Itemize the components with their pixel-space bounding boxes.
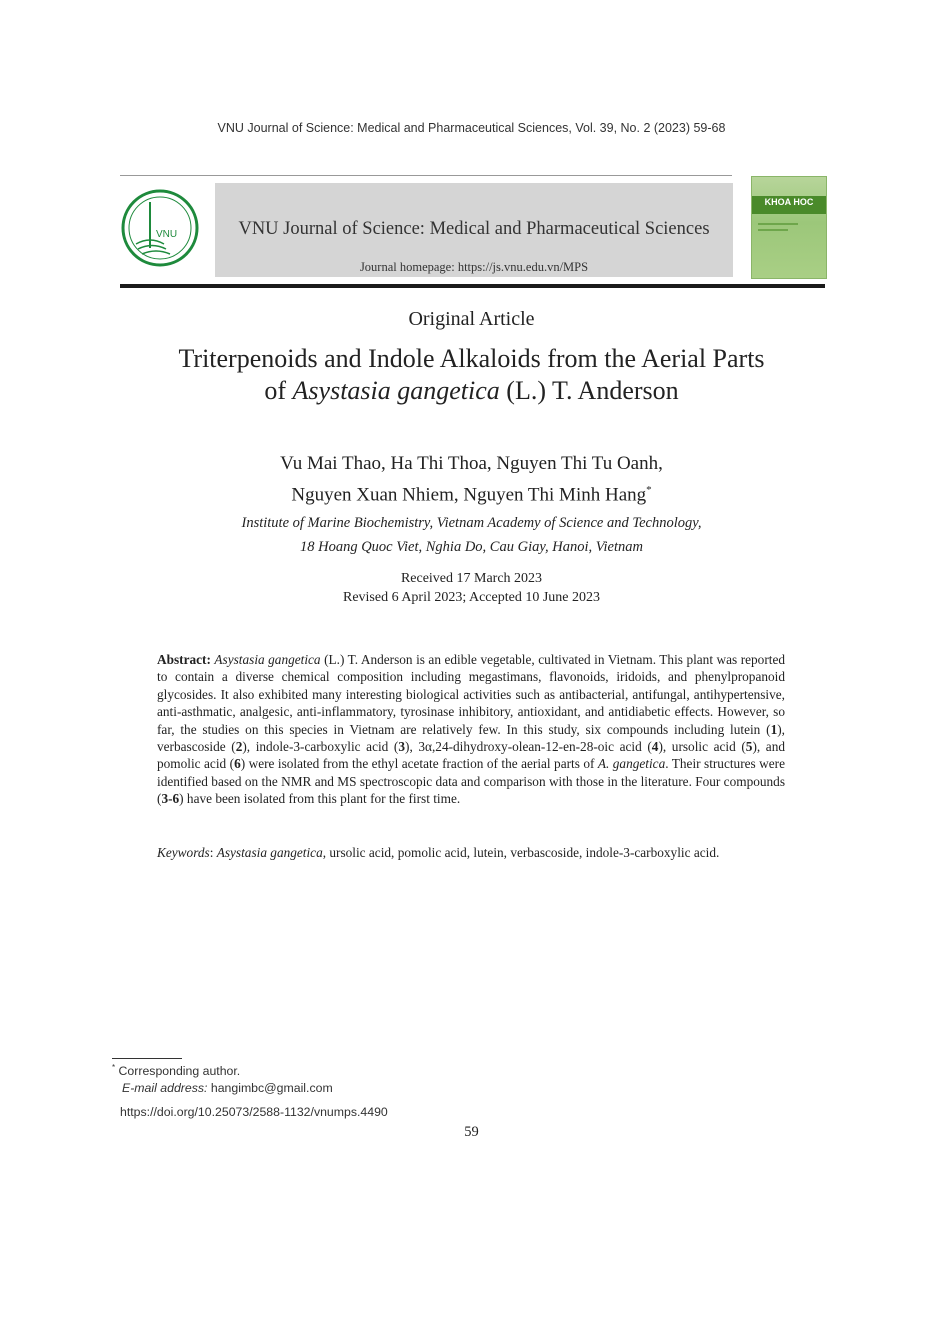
authors-line-2: Nguyen Xuan Nhiem, Nguyen Thi Minh Hang xyxy=(291,484,647,506)
abstract-label: Abstract: xyxy=(157,652,211,667)
journal-homepage[interactable]: Journal homepage: https://js.vnu.edu.vn/MPS xyxy=(359,260,589,274)
running-header: VNU Journal of Science: Medical and Pharmaceutical Sciences, Vol. 39, No. 2 (2023) 59-68 xyxy=(217,121,726,135)
received-date: Received 17 March 2023 xyxy=(400,571,543,586)
title-line-2-post: (L.) T. Anderson xyxy=(499,376,679,405)
doi-link[interactable]: https://doi.org/10.25073/2588-1132/vnumps.4490 xyxy=(120,1105,388,1119)
banner-bottom-rule xyxy=(120,284,825,288)
title-line-1: Triterpenoids and Indole Alkaloids from the Aerial Parts xyxy=(178,344,765,373)
author-list xyxy=(100,450,843,508)
article-dates xyxy=(100,569,843,607)
article-type: Original Article xyxy=(408,308,535,330)
affiliation-line-2: 18 Hoang Quoc Viet, Nghia Do, Cau Giay, Hanoi, Vietnam xyxy=(299,539,643,555)
vnu-logo xyxy=(120,188,200,268)
abstract: Abstract: Asystasia gangetica (L.) T. Anderson is an edible vegetable, cultivated in Vietnam. This plant was reported to contain a diverse chemical composition including megastimans, flavonoids, iridoids, and phenylpropanoid glycosides. It also exhibited many interesting biological activities such as antibacterial, antifungal, antihypertensive, anti-asthmatic, analgesic, anti-inflammatory, tyrosinase inhibitory, antioxidant, and antidiabetic effects. However, so far, the studies on this species in Vietnam are relatively few. In this study, six compounds including lutein (1), verbascoside (2), indole-3-carboxylic acid (3), 3α,24-dihydroxy-olean-12-en-28-oic acid (4), ursolic acid (5), and pomolic acid (6) were isolated from the ethyl acetate fraction of the aerial parts of A. gangetica. Their structures were identified based on the NMR and MS spectroscopic data and comparison with those in the literature. Four compounds (3-6) have been isolated from this plant for the first time. xyxy=(157,652,785,807)
keywords: Keywords: Asystasia gangetica, ursolic acid, pomolic acid, lutein, verbascoside, indole-3-carboxylic acid. xyxy=(157,845,720,860)
title-line-2-pre: of xyxy=(264,376,293,405)
corresponding-mark: * xyxy=(646,484,652,496)
banner-top-rule xyxy=(120,175,732,176)
logo-text: VNU xyxy=(156,229,178,240)
footnote-email: E-mail address: hangimbc@gmail.com xyxy=(122,1081,333,1095)
footnote-corresponding: * Corresponding author. xyxy=(112,1063,241,1079)
journal-banner xyxy=(215,183,733,277)
revised-accepted-date: Revised 6 April 2023; Accepted 10 June 2023 xyxy=(342,590,601,605)
journal-cover-thumbnail xyxy=(751,176,827,279)
cover-title: KHOA HOC xyxy=(764,197,814,207)
email-link[interactable]: hangimbc@gmail.com xyxy=(207,1081,333,1095)
page-number: 59 xyxy=(464,1124,479,1140)
authors-line-1: Vu Mai Thao, Ha Thi Thoa, Nguyen Thi Tu Oanh, xyxy=(280,453,663,474)
journal-title: VNU Journal of Science: Medical and Pharmaceutical Sciences xyxy=(238,219,710,239)
title-species: Asystasia gangetica xyxy=(292,376,500,405)
footnote-rule xyxy=(112,1058,182,1059)
affiliation xyxy=(100,511,843,559)
keywords-label: Keywords xyxy=(157,845,210,860)
affiliation-line-1: Institute of Marine Biochemistry, Vietnam Academy of Science and Technology, xyxy=(241,515,702,531)
article-title xyxy=(100,343,843,407)
